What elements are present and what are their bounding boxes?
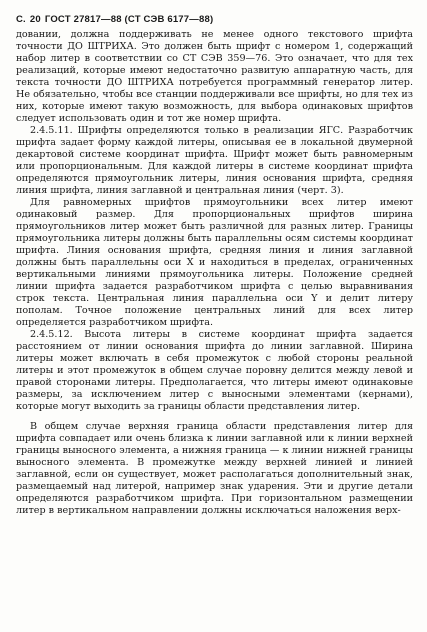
- paragraph: довании, должна поддерживать не менее одного текстового шрифта точности ДО ШТРИХА. Это должен быть шрифт с номером 1, содержащий набор литер в соответствии со СТ СЭВ 359—76. Это означает, что для тех реализаций, которые имеют недостаточно развитую аппаратную часть, для текста точности ДО ШТРИХА потребуется программный генератор литер. Не обязательно, чтобы все станции поддерживали все шрифты, но для тех из них, которые имеют такую возможность, для выбора одинаковых шрифтов следует использовать один и тот же номер шрифта.: [16, 29, 413, 124]
- page-number: 20: [29, 14, 41, 25]
- paragraph: В общем случае верхняя граница области представления литер для шрифта совпадает или очень близка к линии заглавной или к линии верхней границы выносного элемента, а нижняя граница — к линии нижней границы выносного элемента. В промежутке между верхней линией и линией заглавной, если он существует, может располагаться дополнительный знак, размещаемый над литерой, например знак ударения. Эти и другие детали определяются разработчиком шрифта. При горизонтальном размещении литер в вертикальном направлении должны исключаться наложения верх-: [16, 421, 413, 516]
- page-prefix: С.: [16, 14, 26, 25]
- standard-designation: ГОСТ 27817—88 (СТ СЭВ 6177—88): [44, 14, 214, 25]
- body-text: [16, 29, 413, 517]
- paragraph: Для равномерных шрифтов прямоугольники всех литер имеют одинаковый размер. Для пропорциональных шрифтов ширина прямоугольников литер может быть различной для разных литер. Границы прямоугольника литеры должны быть параллельны осям системы координат шрифта. Линия основания шрифта, средняя линия и линия заглавной должны быть параллельны оси X и находиться в пределах, ограниченных вертикальными линиями прямоугольника литеры. Положение средней линии шрифта задается разработчиком шрифта с целью выравнивания строк текста. Центральная линия параллельна оси Y и делит литеру пополам. Точное положение центральных линий для всех литер определяется разработчиком шрифта.: [16, 197, 413, 328]
- running-header: [16, 14, 413, 25]
- paragraph: 2.4.5.12. Высота литеры в системе координат шрифта задается расстоянием от линии основания шрифта до линии заглавной. Ширина литеры может включать в себя промежуток с любой стороны реальной литеры и этот промежуток в общем случае поровну делится между левой и правой сторонами литеры. Предполагается, что литеры имеют одинаковые размеры, за исключением литер с выносными элементами (кернами), которые могут выходить за границы области представления литер.: [16, 329, 413, 412]
- paragraph: 2.4.5.11. Шрифты определяются только в реализации ЯГС. Разработчик шрифта задает форму каждой литеры, описывая ее в локальной двумерной декартовой системе координат шрифта. Шрифт может быть равномерным или пропорциональным. Для каждой литеры в системе координат шрифта определяются прямоугольник литеры, линия основания шрифта, средняя линия шрифта, линия заглавной и центральная линия (черт. 3).: [16, 125, 413, 196]
